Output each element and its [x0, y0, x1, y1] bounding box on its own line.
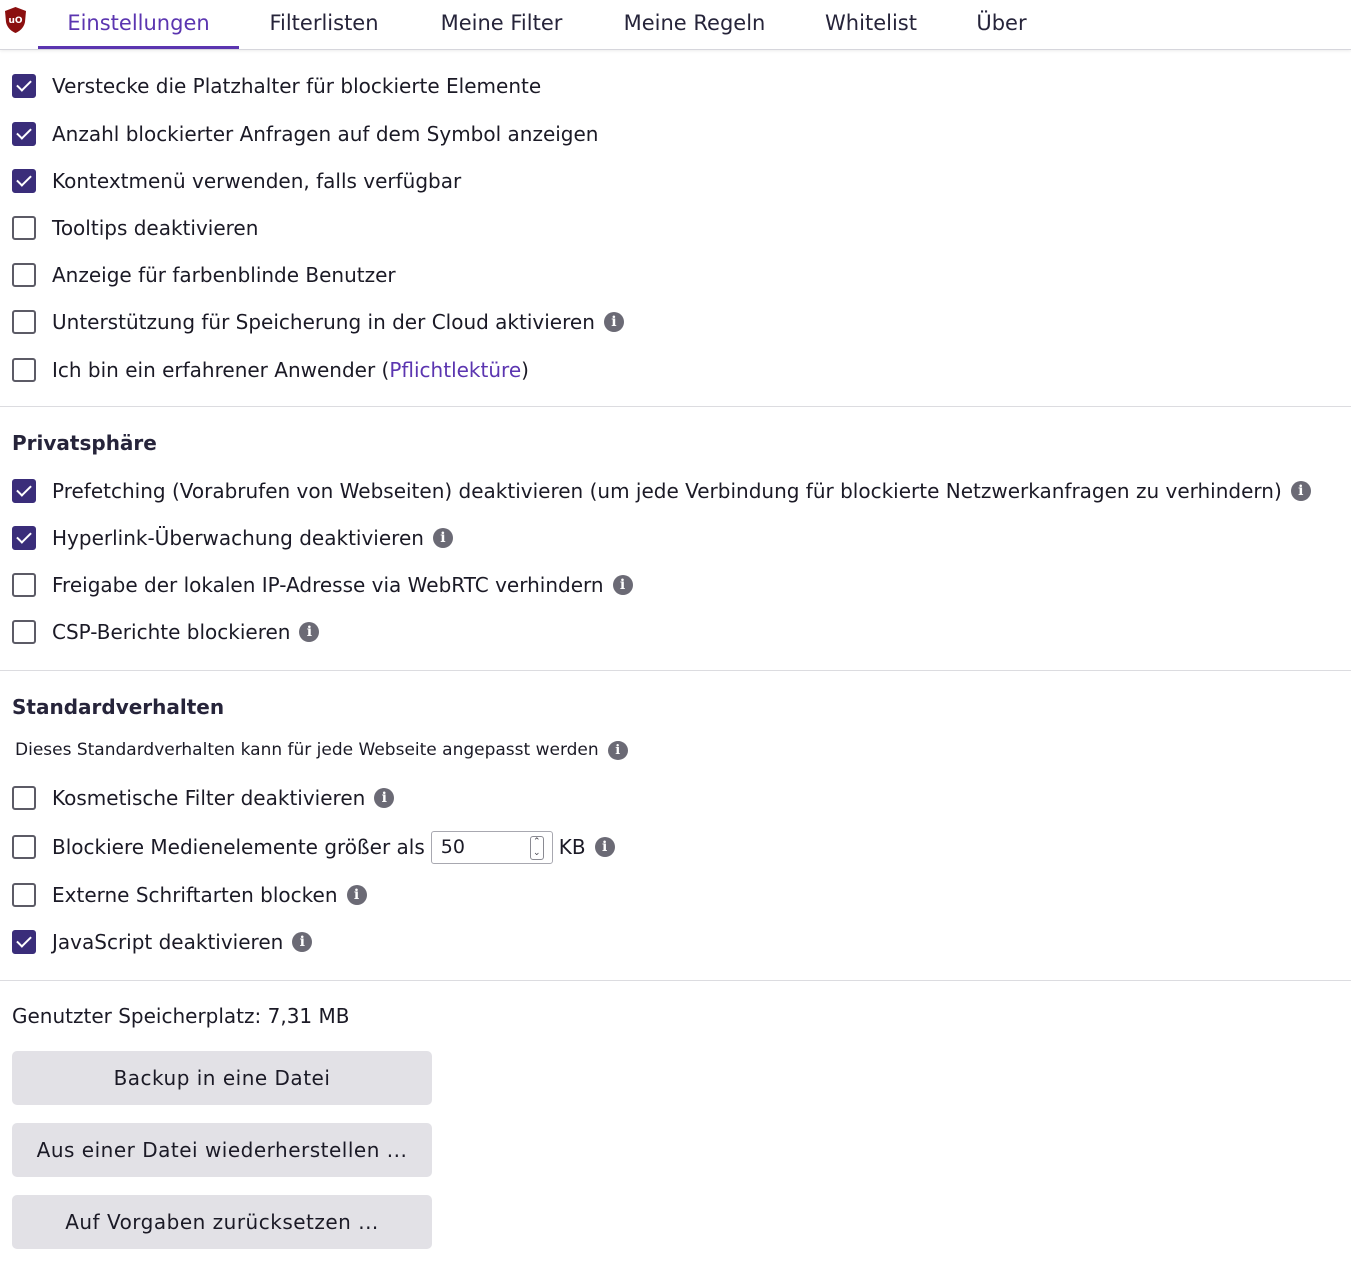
- option-label: Tooltips deaktivieren: [52, 216, 259, 240]
- option-label: Blockiere Medienelemente größer als: [52, 835, 425, 859]
- option-remote-fonts: [12, 880, 367, 910]
- info-icon[interactable]: i: [613, 575, 633, 595]
- option-label-suffix: ): [521, 358, 529, 382]
- tab-about[interactable]: Über: [976, 11, 1027, 35]
- option-label: JavaScript deaktivieren: [52, 930, 284, 954]
- tab-my-filters[interactable]: Meine Filter: [440, 11, 563, 35]
- option-large-media: [12, 832, 615, 862]
- option-disable-hyperlink-auditing: [12, 523, 453, 553]
- svg-text:uO: uO: [8, 16, 23, 26]
- option-disable-javascript: [12, 927, 312, 957]
- webrtc-checkbox[interactable]: [12, 573, 36, 597]
- option-color-blind: [12, 260, 396, 290]
- hyperlink-auditing-checkbox[interactable]: [12, 526, 36, 550]
- defaults-hint-text: Dieses Standardverhalten kann für jede Webseite angepasst werden: [15, 740, 599, 760]
- info-icon[interactable]: i: [433, 528, 453, 548]
- option-advanced-user: [12, 355, 529, 385]
- media-size-input[interactable]: [431, 831, 553, 864]
- required-reading-link[interactable]: Pflichtlektüre: [389, 358, 522, 382]
- section-divider: [0, 406, 1351, 407]
- tab-my-rules[interactable]: Meine Regeln: [623, 11, 766, 35]
- cloud-storage-checkbox[interactable]: [12, 310, 36, 334]
- option-icon-badge: [12, 119, 598, 149]
- section-divider: [0, 670, 1351, 671]
- defaults-section-title: Standardverhalten: [12, 695, 225, 719]
- tab-bar: [0, 0, 1351, 50]
- option-label: Freigabe der lokalen IP-Adresse via WebRTC verhindern: [52, 573, 604, 597]
- option-label: Hyperlink-Überwachung deaktivieren: [52, 526, 424, 550]
- info-icon[interactable]: i: [299, 622, 319, 642]
- option-context-menu: [12, 166, 461, 196]
- option-label: Anzahl blockierter Anfragen auf dem Symbol anzeigen: [52, 122, 599, 146]
- media-size-unit: KB: [558, 835, 586, 859]
- backup-button[interactable]: Backup in eine Datei: [12, 1051, 432, 1105]
- number-spinner-icon[interactable]: ⌃ ⌄: [530, 836, 544, 860]
- color-blind-checkbox[interactable]: [12, 263, 36, 287]
- info-icon[interactable]: i: [608, 741, 628, 760]
- option-label: Anzeige für farbenblinde Benutzer: [52, 263, 396, 287]
- advanced-user-checkbox[interactable]: [12, 358, 36, 382]
- option-disable-tooltips: [12, 213, 258, 243]
- option-webrtc: [12, 570, 633, 600]
- icon-badge-checkbox[interactable]: [12, 122, 36, 146]
- restore-button[interactable]: Aus einer Datei wiederherstellen ...: [12, 1123, 432, 1177]
- hide-placeholders-checkbox[interactable]: [12, 74, 36, 98]
- option-label: Kontextmenü verwenden, falls verfügbar: [52, 169, 462, 193]
- option-label: CSP-Berichte blockieren: [52, 620, 291, 644]
- reset-button[interactable]: Auf Vorgaben zurücksetzen ...: [12, 1195, 432, 1249]
- defaults-hint: [15, 740, 628, 760]
- section-divider: [0, 980, 1351, 981]
- disable-javascript-checkbox[interactable]: [12, 930, 36, 954]
- info-icon[interactable]: i: [292, 932, 312, 952]
- option-label-prefix: Ich bin ein erfahrener Anwender (: [52, 358, 390, 382]
- info-icon[interactable]: i: [374, 788, 394, 808]
- option-cosmetic-filtering: [12, 783, 394, 813]
- option-label: Verstecke die Platzhalter für blockierte Elemente: [52, 74, 542, 98]
- csp-reports-checkbox[interactable]: [12, 620, 36, 644]
- privacy-section-title: Privatsphäre: [12, 431, 157, 455]
- ublock-logo-icon: [3, 6, 28, 34]
- media-size-value: 50: [440, 836, 465, 858]
- option-disable-prefetching: [12, 476, 1311, 506]
- large-media-checkbox[interactable]: [12, 835, 36, 859]
- remote-fonts-checkbox[interactable]: [12, 883, 36, 907]
- storage-used-text: Genutzter Speicherplatz: 7,31 MB: [12, 1004, 350, 1028]
- info-icon[interactable]: i: [1291, 481, 1311, 501]
- tab-whitelist[interactable]: Whitelist: [825, 11, 917, 35]
- option-label: Unterstützung für Speicherung in der Cloud aktivieren: [52, 310, 595, 334]
- disable-prefetching-checkbox[interactable]: [12, 479, 36, 503]
- option-hide-placeholders: [12, 71, 541, 101]
- tab-filter-lists[interactable]: Filterlisten: [269, 11, 379, 35]
- info-icon[interactable]: i: [347, 885, 367, 905]
- cosmetic-filtering-checkbox[interactable]: [12, 786, 36, 810]
- option-cloud-storage: [12, 307, 624, 337]
- info-icon[interactable]: i: [604, 312, 624, 332]
- tab-settings[interactable]: Einstellungen: [38, 0, 239, 49]
- option-csp-reports: [12, 617, 319, 647]
- context-menu-checkbox[interactable]: [12, 169, 36, 193]
- disable-tooltips-checkbox[interactable]: [12, 216, 36, 240]
- option-label: Kosmetische Filter deaktivieren: [52, 786, 366, 810]
- option-label: Prefetching (Vorabrufen von Webseiten) deaktivieren (um jede Verbindung für blockierte Netzwerkanfragen zu verhindern): [52, 479, 1282, 503]
- option-label: Externe Schriftarten blocken: [52, 883, 338, 907]
- info-icon[interactable]: i: [595, 837, 615, 857]
